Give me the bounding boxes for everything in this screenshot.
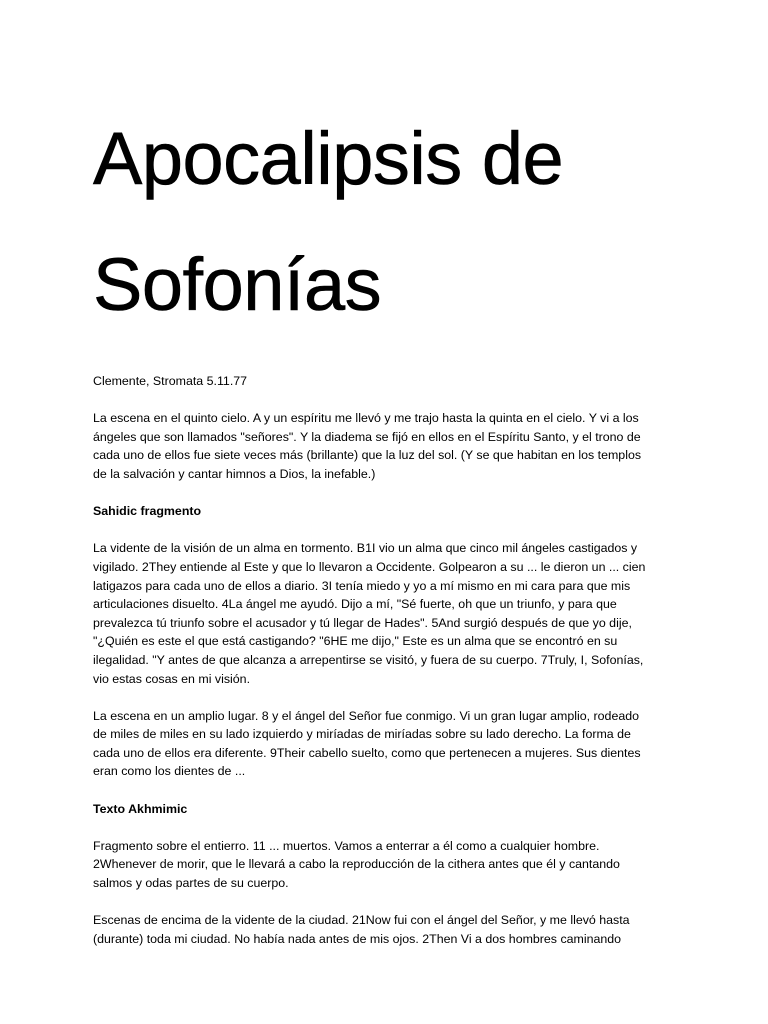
text-line: de miles de miles en su lado izquierdo y miríadas de miríadas sobre su lado derecho. La forma de (93, 727, 631, 742)
text-line: latigazos para cada uno de ellos a diario. 3I tenía miedo y yo a mí mismo en mi cara para que mis (93, 578, 631, 593)
citation: Clemente, Stromata 5.11.77 (93, 374, 248, 388)
text-line: ángeles que son llamados "señores". Y la diadema se fijó en ellos en el Espíritu Santo, y el trono de (93, 429, 641, 444)
text-line: prevalezca tú triunfo sobre el acusador y tú llegar de Hades". 5And surgió después de que yo dije, (93, 615, 632, 630)
text-line: cada uno de ellos era diferente. 9Their cabello suelto, como que pertenecen a mujeres. Sus dientes (93, 745, 641, 760)
text-line: vigilado. 2They entiende al Este y que lo llevaron a Occidente. Golpearon a su ... le dieron un ... cien (93, 559, 646, 574)
text-line: 2Whenever de morir, que le llevará a cabo la reproducción de la cithera antes que él y cantando (93, 857, 620, 872)
title-line-2: Sofonías (93, 243, 382, 326)
text-line: La escena en el quinto cielo. A y un espíritu me llevó y me trajo hasta la quinta en el cielo. Y vi a los (93, 411, 639, 426)
text-line: Fragmento sobre el entierro. 11 ... muertos. Vamos a enterrar a él como a cualquier hombre. (93, 838, 600, 853)
text-line: "¿Quién es este el que está castigando? "6HE me dijo," Este es un alma que se encontró en su (93, 634, 618, 649)
document-title (93, 96, 673, 348)
text-line: (durante) toda mi ciudad. No había nada antes de mis ojos. 2Then Vi a dos hombres caminando (93, 931, 622, 946)
text-line: de la salvación y cantar himnos a Dios, la inefable.) (93, 466, 376, 481)
paragraph-entierro (93, 837, 673, 893)
document-page (93, 96, 673, 967)
title-line-1: Apocalipsis de (93, 117, 564, 200)
section-heading-sahidic: Sahidic fragmento (93, 504, 202, 519)
text-line: Escenas de encima de la vidente de la ciudad. 21Now fui con el ángel del Señor, y me llevó hasta (93, 913, 630, 928)
text-line: ilegalidad. "Y antes de que alcanza a arrepentirse se visitó, y fuera de su cuerpo. 7Truly, I, Sofonías, (93, 652, 644, 667)
text-line: La vidente de la visión de un alma en tormento. B1I vio un alma que cinco mil ángeles castigados y (93, 541, 638, 556)
text-line: vio estas cosas en mi visión. (93, 671, 251, 686)
text-line: cada uno de ellos fue siete veces más (brillante) que la luz del sol. (Y se que habitan en los templos (93, 448, 642, 463)
text-line: La escena en un amplio lugar. 8 y el ángel del Señor fue conmigo. Vi un gran lugar amplio, rodeado (93, 708, 640, 723)
paragraph-amplio-lugar (93, 707, 673, 781)
paragraph-alma-tormento (93, 539, 673, 688)
section-heading-akhmimic: Texto Akhmimic (93, 801, 188, 816)
text-line: eran como los dientes de ... (93, 764, 246, 779)
text-line: articulaciones disuelto. 4La ángel me ayudó. Dijo a mí, "Sé fuerte, oh que un triunfo, y para que (93, 597, 617, 612)
paragraph-ciudad (93, 911, 673, 948)
document-body (93, 372, 673, 948)
paragraph-quinto-cielo (93, 409, 673, 483)
text-line: salmos y odas partes de su cuerpo. (93, 876, 289, 891)
